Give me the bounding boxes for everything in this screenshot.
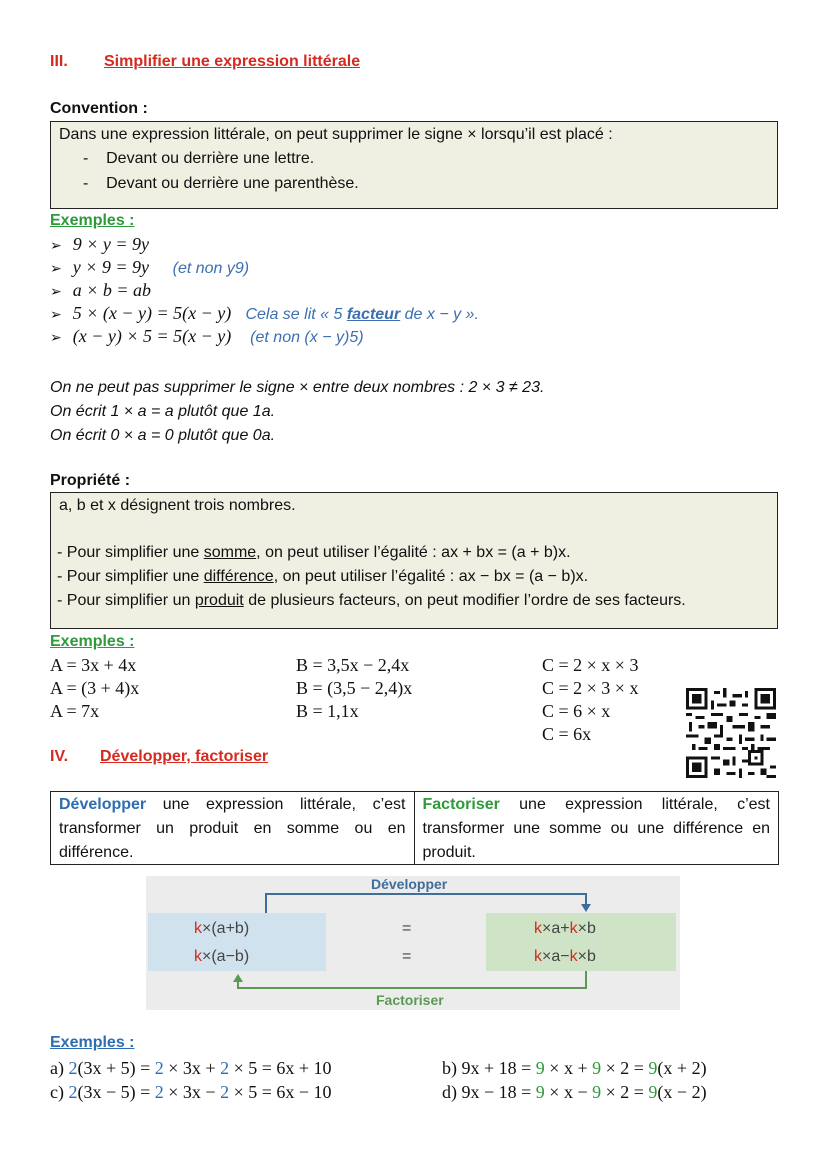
develop-definition: Développer une expression littérale, c’est transformer un produit en somme ou en différence.: [51, 792, 415, 864]
section-3-title: Simplifier une expression littérale: [104, 53, 361, 70]
diagram-left-1: k×(a+b): [194, 920, 250, 937]
property-box: [50, 492, 778, 629]
example-a-line: A = 3x + 4x: [50, 655, 137, 675]
qr-code-icon[interactable]: [686, 688, 776, 778]
examples-col-b: [296, 654, 412, 723]
examples-col-a: [50, 654, 139, 723]
remarks: [50, 376, 544, 448]
example-line: ➢ (x − y) × 5 = 5(x − y) (et non (x − y)5): [50, 326, 364, 346]
example-b-line: B = 1,1x: [296, 701, 359, 721]
property-line: - Pour simplifier une somme, on peut utiliser l’égalité : ax + bx = (a + b)x.: [57, 544, 571, 561]
property-intro: a, b et x désignent trois nombres.: [59, 497, 296, 514]
remark-line: On ne peut pas supprimer le signe × entre deux nombres : 2 × 3 ≠ 23.: [50, 379, 545, 396]
convention-item: - Devant ou derrière une parenthèse.: [83, 175, 359, 192]
example-line: ➢ a × b = ab: [50, 280, 152, 300]
examples-list: [50, 233, 479, 348]
diagram-right-1: k×a+k×b: [534, 920, 596, 937]
example-b: b) 9x + 18 = 9 × x + 9 × 2 = 9(x + 2): [442, 1058, 707, 1078]
diagram-develop-label: Développer: [371, 876, 448, 892]
example-a-line: A = (3 + 4)x: [50, 678, 140, 698]
convention-box: [50, 121, 778, 209]
examples-label: Exemples :: [50, 1034, 135, 1051]
example-line: ➢ 5 × (x − y) = 5(x − y) Cela se lit « 5 facteur de x − y ».: [50, 303, 479, 323]
property-lines: [57, 541, 686, 613]
diagram-equals-2: =: [402, 948, 412, 965]
remark-line: On écrit 1 × a = a plutôt que 1a.: [50, 403, 276, 420]
diagram-factor-label: Factoriser: [376, 992, 444, 1008]
example-c-line: C = 2 × 3 × x: [542, 678, 639, 698]
property-line: - Pour simplifier une différence, on peut utiliser l’égalité : ax − bx = (a − b)x.: [57, 568, 589, 585]
example-c-line: C = 6 × x: [542, 701, 611, 721]
definitions-table: [50, 791, 779, 865]
factor-definition: Factoriser une expression littérale, c’est transformer une somme ou une différence en produit.: [422, 796, 770, 861]
examples-label: Exemples :: [50, 212, 135, 229]
diagram-left-2: k×(a−b): [194, 948, 250, 965]
example-line: ➢ 9 × y = 9y: [50, 234, 150, 254]
property-label: Propriété :: [50, 472, 131, 489]
develop-factor-diagram: [146, 876, 680, 1010]
example-b-line: B = 3,5x − 2,4x: [296, 655, 410, 675]
diagram-equals-1: =: [402, 920, 412, 937]
convention-item: - Devant ou derrière une lettre.: [83, 150, 315, 167]
examples-col-c: [542, 654, 638, 746]
example-c-line: C = 2 × x × 3: [542, 655, 639, 675]
example-c-line: C = 6x: [542, 724, 592, 744]
diagram-right-2: k×a−k×b: [534, 948, 596, 965]
example-a: a) 2(3x + 5) = 2 × 3x + 2 × 5 = 6x + 10: [50, 1058, 332, 1078]
example-b-line: B = (3,5 − 2,4)x: [296, 678, 413, 698]
remark-line: On écrit 0 × a = 0 plutôt que 0a.: [50, 427, 276, 444]
convention-intro: Dans une expression littérale, on peut supprimer le signe × lorsqu’il est placé :: [59, 126, 613, 143]
example-c: c) 2(3x − 5) = 2 × 3x − 2 × 5 = 6x − 10: [50, 1082, 332, 1102]
section-3-number: III.: [50, 53, 68, 70]
convention-label: Convention :: [50, 100, 148, 117]
property-line: - Pour simplifier un produit de plusieurs facteurs, on peut modifier l’ordre de ses facteurs.: [57, 592, 686, 609]
section-4-title: Développer, factoriser: [100, 748, 269, 765]
example-a-line: A = 7x: [50, 701, 100, 721]
example-d: d) 9x − 18 = 9 × x − 9 × 2 = 9(x − 2): [442, 1082, 707, 1102]
section-4-number: IV.: [50, 748, 69, 765]
example-line: ➢ y × 9 = 9y (et non y9): [50, 257, 250, 277]
examples-label: Exemples :: [50, 633, 135, 650]
